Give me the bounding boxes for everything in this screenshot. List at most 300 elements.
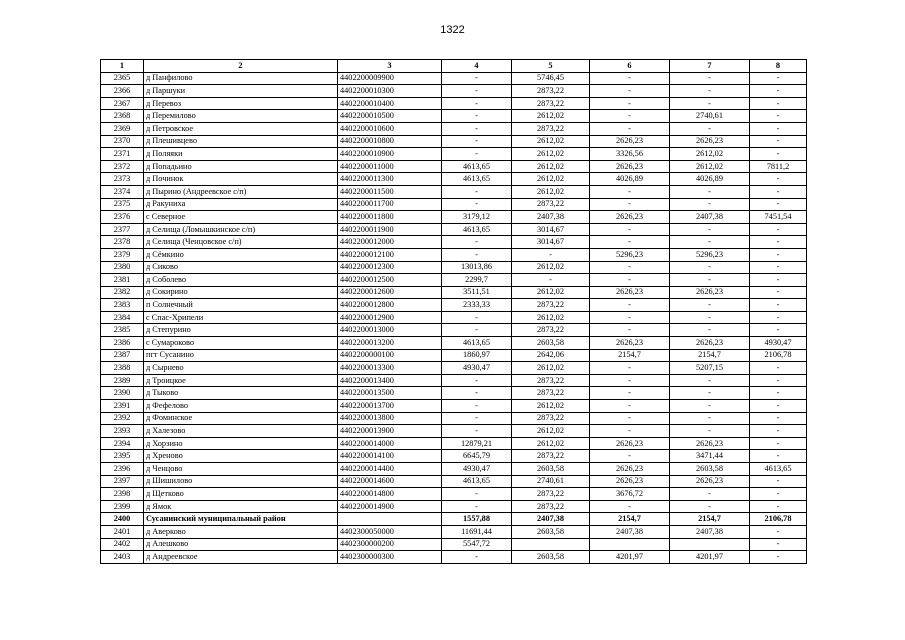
value-cell-4: - [442, 236, 512, 249]
value-cell-7: - [670, 261, 750, 274]
code-cell: 4402200013700 [338, 400, 442, 413]
value-cell-8: - [750, 223, 807, 236]
value-cell-5: 2873,22 [512, 324, 590, 337]
value-cell-6: - [590, 261, 670, 274]
value-cell-5: 2873,22 [512, 198, 590, 211]
value-cell-8: - [750, 173, 807, 186]
value-cell-8: - [750, 299, 807, 312]
value-cell-5: 3014,67 [512, 223, 590, 236]
value-cell-7: - [670, 311, 750, 324]
code-cell: 4402200011800 [338, 211, 442, 224]
value-cell-5: 2612,02 [512, 185, 590, 198]
value-cell-6 [590, 538, 670, 551]
value-cell-5: 2603,58 [512, 337, 590, 350]
value-cell-7: 3471,44 [670, 450, 750, 463]
value-cell-6: 2626,23 [590, 437, 670, 450]
value-cell-6: - [590, 500, 670, 513]
value-cell-8: - [750, 110, 807, 123]
value-cell-7: 2603,58 [670, 463, 750, 476]
code-cell: 4402200014800 [338, 488, 442, 501]
value-cell-6: - [590, 274, 670, 287]
table-row [101, 324, 807, 337]
value-cell-7: - [670, 412, 750, 425]
value-cell-4: 11691,44 [442, 525, 512, 538]
value-cell-8: - [750, 387, 807, 400]
value-cell-7: - [670, 122, 750, 135]
value-cell-7: 2626,23 [670, 286, 750, 299]
code-cell: 4402200011500 [338, 185, 442, 198]
code-cell: 4402200013000 [338, 324, 442, 337]
settlement-name-cell: д Панфилово [144, 72, 338, 85]
settlement-name-cell: с Сумароково [144, 337, 338, 350]
settlement-name-cell: д Троицкое [144, 374, 338, 387]
table-row [101, 425, 807, 438]
value-cell-5: 2407,38 [512, 513, 590, 526]
table-row [101, 148, 807, 161]
value-cell-4: 4613,65 [442, 337, 512, 350]
value-cell-8: - [750, 412, 807, 425]
value-cell-7: - [670, 236, 750, 249]
value-cell-5: 2873,22 [512, 374, 590, 387]
value-cell-8: - [750, 135, 807, 148]
row-number-cell: 2395 [101, 450, 144, 463]
code-cell: 4402200014100 [338, 450, 442, 463]
settlement-name-cell: д Петровское [144, 122, 338, 135]
code-cell: 4402200013900 [338, 425, 442, 438]
value-cell-5: 2612,02 [512, 135, 590, 148]
value-cell-4: 12879,21 [442, 437, 512, 450]
table-row [101, 525, 807, 538]
table-row [101, 261, 807, 274]
value-cell-4: 2299,7 [442, 274, 512, 287]
value-cell-7: 2740,61 [670, 110, 750, 123]
value-cell-4: 13013,86 [442, 261, 512, 274]
settlement-name-cell: д Фоминское [144, 412, 338, 425]
value-cell-8: - [750, 400, 807, 413]
value-cell-7: - [670, 274, 750, 287]
code-cell: 4402200010600 [338, 122, 442, 135]
value-cell-6: - [590, 374, 670, 387]
settlement-name-cell: д Хорзино [144, 437, 338, 450]
value-cell-6: - [590, 185, 670, 198]
table-row [101, 488, 807, 501]
code-cell: 4402200014600 [338, 475, 442, 488]
table-row [101, 248, 807, 261]
value-cell-5: - [512, 274, 590, 287]
row-number-cell: 2401 [101, 525, 144, 538]
value-cell-6: - [590, 387, 670, 400]
settlement-name-cell: д Перемилово [144, 110, 338, 123]
value-cell-4: - [442, 500, 512, 513]
table-row [101, 551, 807, 564]
value-cell-6: 2626,23 [590, 337, 670, 350]
value-cell-6: - [590, 72, 670, 85]
row-number-cell: 2365 [101, 72, 144, 85]
table-row [101, 374, 807, 387]
value-cell-4: - [442, 311, 512, 324]
settlement-name-cell: с Северное [144, 211, 338, 224]
header-cell: 5 [512, 60, 590, 73]
settlement-name-cell: д Степурино [144, 324, 338, 337]
header-row [101, 60, 807, 73]
value-cell-6: - [590, 324, 670, 337]
row-number-cell: 2402 [101, 538, 144, 551]
value-cell-6: - [590, 450, 670, 463]
code-cell: 4402200010900 [338, 148, 442, 161]
table-row [101, 400, 807, 413]
code-cell: 4402200014900 [338, 500, 442, 513]
table-row [101, 211, 807, 224]
settlement-name-cell: д Андреевское [144, 551, 338, 564]
value-cell-4: - [442, 72, 512, 85]
value-cell-7: 5296,23 [670, 248, 750, 261]
table-row [101, 463, 807, 476]
code-cell: 4402200012100 [338, 248, 442, 261]
value-cell-8: - [750, 311, 807, 324]
row-number-cell: 2399 [101, 500, 144, 513]
value-cell-7: 2154,7 [670, 349, 750, 362]
table-row [101, 72, 807, 85]
value-cell-8: 2106,78 [750, 349, 807, 362]
settlement-name-cell: д Сокирино [144, 286, 338, 299]
value-cell-6: - [590, 299, 670, 312]
value-cell-8: - [750, 97, 807, 110]
code-cell: 4402200011700 [338, 198, 442, 211]
value-cell-5: 2740,61 [512, 475, 590, 488]
value-cell-7: - [670, 488, 750, 501]
value-cell-4: 4613,65 [442, 160, 512, 173]
table-row [101, 110, 807, 123]
header-cell: 1 [101, 60, 144, 73]
header-cell: 3 [338, 60, 442, 73]
table-row [101, 299, 807, 312]
row-number-cell: 2371 [101, 148, 144, 161]
code-cell: 4402200013200 [338, 337, 442, 350]
value-cell-7: - [670, 85, 750, 98]
value-cell-6: - [590, 122, 670, 135]
value-cell-6: 4026,89 [590, 173, 670, 186]
value-cell-4: 1557,88 [442, 513, 512, 526]
row-number-cell: 2387 [101, 349, 144, 362]
value-cell-6: - [590, 223, 670, 236]
table-row [101, 538, 807, 551]
code-cell: 4402200011000 [338, 160, 442, 173]
table-row [101, 85, 807, 98]
value-cell-5: 2873,22 [512, 299, 590, 312]
code-cell: 4402200014000 [338, 437, 442, 450]
value-cell-6: - [590, 110, 670, 123]
value-cell-6: 2154,7 [590, 513, 670, 526]
value-cell-8: - [750, 538, 807, 551]
table-row [101, 437, 807, 450]
row-number-cell: 2381 [101, 274, 144, 287]
table-row [101, 236, 807, 249]
value-cell-5: 2873,22 [512, 488, 590, 501]
code-cell: 4402300000200 [338, 538, 442, 551]
settlement-name-cell: д Алешково [144, 538, 338, 551]
value-cell-5: 2612,02 [512, 362, 590, 375]
table-body [101, 72, 807, 563]
table-row [101, 387, 807, 400]
code-cell: 4402300050000 [338, 525, 442, 538]
code-cell: 4402200014400 [338, 463, 442, 476]
row-number-cell: 2388 [101, 362, 144, 375]
value-cell-7: - [670, 374, 750, 387]
settlement-name-cell: д Щетково [144, 488, 338, 501]
table-row [101, 122, 807, 135]
value-cell-7: 4026,89 [670, 173, 750, 186]
data-table [100, 59, 807, 564]
table-row [101, 337, 807, 350]
value-cell-8: - [750, 236, 807, 249]
value-cell-4: - [442, 248, 512, 261]
code-cell: 4402200011300 [338, 173, 442, 186]
settlement-name-cell: д Ченцово [144, 463, 338, 476]
table-row [101, 185, 807, 198]
code-cell: 4402200011900 [338, 223, 442, 236]
value-cell-6: - [590, 425, 670, 438]
value-cell-7: 2612,02 [670, 160, 750, 173]
value-cell-6: - [590, 412, 670, 425]
row-number-cell: 2385 [101, 324, 144, 337]
value-cell-6: - [590, 198, 670, 211]
value-cell-4: 3179,12 [442, 211, 512, 224]
settlement-name-cell: д Аверково [144, 525, 338, 538]
value-cell-7: - [670, 425, 750, 438]
settlement-name-cell: д Перевоз [144, 97, 338, 110]
code-cell: 4402200010500 [338, 110, 442, 123]
table-row [101, 450, 807, 463]
row-number-cell: 2394 [101, 437, 144, 450]
value-cell-7: 2407,38 [670, 211, 750, 224]
value-cell-5: 2612,02 [512, 261, 590, 274]
value-cell-5: 2612,02 [512, 311, 590, 324]
value-cell-4: - [442, 324, 512, 337]
value-cell-5: 2873,22 [512, 122, 590, 135]
value-cell-4: 4930,47 [442, 463, 512, 476]
value-cell-4: 4613,65 [442, 173, 512, 186]
row-number-cell: 2396 [101, 463, 144, 476]
row-number-cell: 2376 [101, 211, 144, 224]
value-cell-6: - [590, 85, 670, 98]
row-number-cell: 2378 [101, 236, 144, 249]
value-cell-4: - [442, 110, 512, 123]
value-cell-4: 4613,65 [442, 223, 512, 236]
row-number-cell: 2400 [101, 513, 144, 526]
value-cell-5: 2612,02 [512, 425, 590, 438]
value-cell-4: - [442, 97, 512, 110]
value-cell-5: 2603,58 [512, 463, 590, 476]
value-cell-7: 2626,23 [670, 337, 750, 350]
value-cell-8: - [750, 450, 807, 463]
row-number-cell: 2390 [101, 387, 144, 400]
value-cell-7: - [670, 500, 750, 513]
value-cell-5: 2612,02 [512, 173, 590, 186]
table-row [101, 362, 807, 375]
code-cell: 4402200010400 [338, 97, 442, 110]
header-cell: 8 [750, 60, 807, 73]
table-row [101, 475, 807, 488]
row-number-cell: 2398 [101, 488, 144, 501]
row-number-cell: 2389 [101, 374, 144, 387]
settlement-name-cell: д Шишилово [144, 475, 338, 488]
row-number-cell: 2392 [101, 412, 144, 425]
code-cell: 4402200010800 [338, 135, 442, 148]
value-cell-4: - [442, 198, 512, 211]
code-cell: 4402200012300 [338, 261, 442, 274]
value-cell-8: 7451,54 [750, 211, 807, 224]
value-cell-6: 2154,7 [590, 349, 670, 362]
table-row [101, 500, 807, 513]
settlement-name-cell: д Сиково [144, 261, 338, 274]
table-row [101, 97, 807, 110]
value-cell-4: 3511,51 [442, 286, 512, 299]
row-number-cell: 2393 [101, 425, 144, 438]
value-cell-4: 5547,72 [442, 538, 512, 551]
row-number-cell: 2383 [101, 299, 144, 312]
settlement-name-cell: д Попадьино [144, 160, 338, 173]
row-number-cell: 2374 [101, 185, 144, 198]
settlement-name-cell: с Спас-Хрипели [144, 311, 338, 324]
value-cell-4: - [442, 85, 512, 98]
row-number-cell: 2375 [101, 198, 144, 211]
value-cell-5: 2612,02 [512, 437, 590, 450]
header-cell: 4 [442, 60, 512, 73]
value-cell-8: - [750, 362, 807, 375]
value-cell-6: - [590, 400, 670, 413]
row-number-cell: 2370 [101, 135, 144, 148]
value-cell-7: 2407,38 [670, 525, 750, 538]
value-cell-6: 2626,23 [590, 211, 670, 224]
value-cell-8: 4613,65 [750, 463, 807, 476]
table-row [101, 135, 807, 148]
settlement-name-cell: д Плешивцево [144, 135, 338, 148]
value-cell-6: - [590, 362, 670, 375]
value-cell-4: - [442, 488, 512, 501]
value-cell-8: 2106,78 [750, 513, 807, 526]
value-cell-6: 2626,23 [590, 160, 670, 173]
table-row [101, 412, 807, 425]
value-cell-8: 4930,47 [750, 337, 807, 350]
value-cell-7 [670, 538, 750, 551]
code-cell: 4402200012000 [338, 236, 442, 249]
table-row [101, 286, 807, 299]
value-cell-7: - [670, 198, 750, 211]
value-cell-4: - [442, 185, 512, 198]
value-cell-4: - [442, 387, 512, 400]
value-cell-6: 4201,97 [590, 551, 670, 564]
value-cell-6: 3676,72 [590, 488, 670, 501]
value-cell-5: 2873,22 [512, 412, 590, 425]
table-row [101, 198, 807, 211]
value-cell-7: 2612,02 [670, 148, 750, 161]
value-cell-8: - [750, 148, 807, 161]
value-cell-8: - [750, 198, 807, 211]
value-cell-6: 2626,23 [590, 135, 670, 148]
value-cell-8: - [750, 500, 807, 513]
value-cell-4: - [442, 148, 512, 161]
settlement-name-cell: д Паршуки [144, 85, 338, 98]
row-number-cell: 2403 [101, 551, 144, 564]
value-cell-6: 5296,23 [590, 248, 670, 261]
value-cell-6: - [590, 97, 670, 110]
value-cell-7: 2626,23 [670, 437, 750, 450]
settlement-name-cell: д Фефелово [144, 400, 338, 413]
value-cell-8: 7811,2 [750, 160, 807, 173]
code-cell: 4402200012600 [338, 286, 442, 299]
settlement-name-cell: д Хреново [144, 450, 338, 463]
value-cell-5: 5746,45 [512, 72, 590, 85]
value-cell-8: - [750, 324, 807, 337]
settlement-name-cell: д Починок [144, 173, 338, 186]
value-cell-8: - [750, 425, 807, 438]
settlement-name-cell: пгт Сусанино [144, 349, 338, 362]
value-cell-5: 2873,22 [512, 97, 590, 110]
code-cell: 4402200012500 [338, 274, 442, 287]
value-cell-7: - [670, 324, 750, 337]
settlement-name-cell: д Селища (Ченцовское с/п) [144, 236, 338, 249]
row-number-cell: 2384 [101, 311, 144, 324]
table-row [101, 160, 807, 173]
value-cell-5: 2612,02 [512, 110, 590, 123]
value-cell-8: - [750, 475, 807, 488]
row-number-cell: 2382 [101, 286, 144, 299]
value-cell-5: 2873,22 [512, 450, 590, 463]
settlement-name-cell: д Поляяки [144, 148, 338, 161]
row-number-cell: 2368 [101, 110, 144, 123]
value-cell-4: 1860,97 [442, 349, 512, 362]
value-cell-5: - [512, 248, 590, 261]
row-number-cell: 2391 [101, 400, 144, 413]
row-number-cell: 2369 [101, 122, 144, 135]
value-cell-7: - [670, 400, 750, 413]
value-cell-7: - [670, 299, 750, 312]
value-cell-5: 2612,02 [512, 160, 590, 173]
value-cell-6: 3326,56 [590, 148, 670, 161]
settlement-name-cell: п Солнечный [144, 299, 338, 312]
code-cell: 4402200000100 [338, 349, 442, 362]
row-number-cell: 2386 [101, 337, 144, 350]
value-cell-7: 2626,23 [670, 475, 750, 488]
settlement-name-cell: д Сырнево [144, 362, 338, 375]
value-cell-8: - [750, 488, 807, 501]
row-number-cell: 2373 [101, 173, 144, 186]
value-cell-5: 2873,22 [512, 85, 590, 98]
value-cell-7: - [670, 97, 750, 110]
value-cell-4: - [442, 551, 512, 564]
value-cell-7: 4201,97 [670, 551, 750, 564]
value-cell-8: - [750, 551, 807, 564]
value-cell-6: 2407,38 [590, 525, 670, 538]
value-cell-4: 6645,79 [442, 450, 512, 463]
value-cell-5: 2612,02 [512, 286, 590, 299]
code-cell: 4402200013300 [338, 362, 442, 375]
code-cell: 4402200013400 [338, 374, 442, 387]
value-cell-4: 4930,47 [442, 362, 512, 375]
value-cell-8: - [750, 248, 807, 261]
settlement-name-cell: д Халезово [144, 425, 338, 438]
row-number-cell: 2380 [101, 261, 144, 274]
value-cell-6: - [590, 236, 670, 249]
settlement-name-cell: д Соболево [144, 274, 338, 287]
row-number-cell: 2397 [101, 475, 144, 488]
code-cell: 4402200010300 [338, 85, 442, 98]
value-cell-6: 2626,23 [590, 475, 670, 488]
settlement-name-cell: д Ямок [144, 500, 338, 513]
value-cell-8: - [750, 525, 807, 538]
header-cell: 7 [670, 60, 750, 73]
value-cell-4: - [442, 400, 512, 413]
